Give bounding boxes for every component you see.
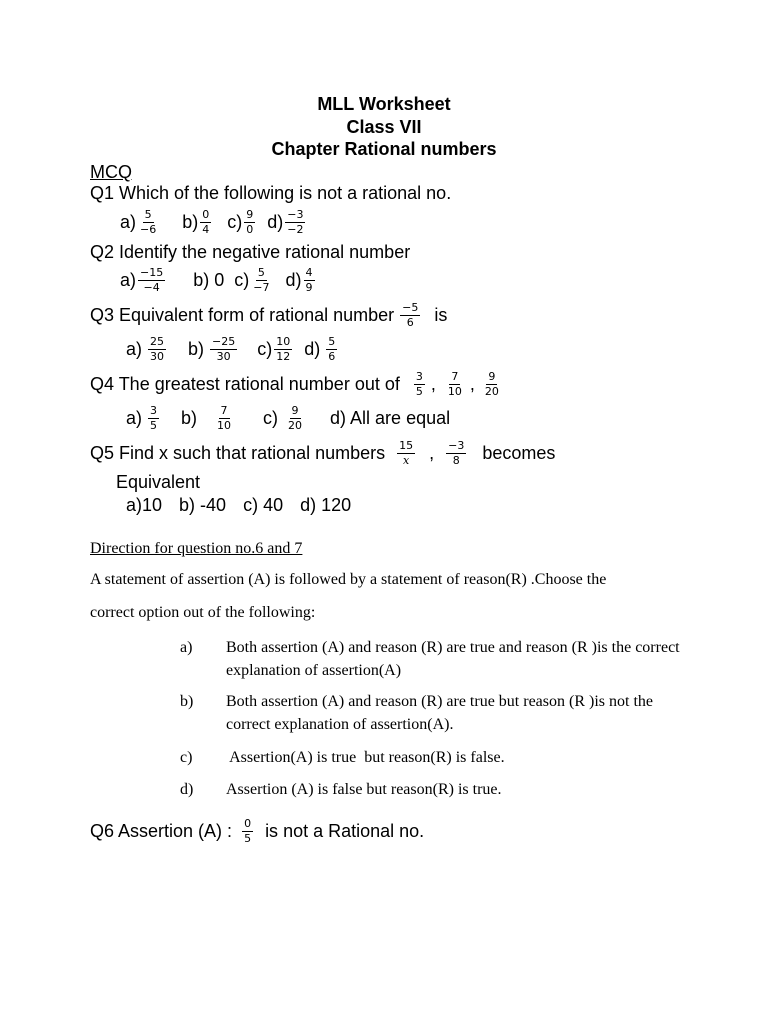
direction-option-c <box>180 746 700 770</box>
option-d: d) $\frac{5}{6}$ <box>304 334 336 363</box>
fraction: $\frac{-5}{6}$ <box>402 300 419 329</box>
option-c: c) $\frac{9}{20}$ <box>263 403 303 432</box>
option-text: Both assertion (A) and reason (R) are true and reason (R )is the correct explanation of assertion(A) <box>226 639 680 679</box>
question-4 <box>90 367 503 401</box>
option-c: c) $\frac{10}{12}$ <box>257 334 291 363</box>
fraction: $\frac{10}{12}$ <box>276 334 291 363</box>
fraction: $\frac{9}{20}$ <box>288 403 303 432</box>
option-c: c) 40 <box>243 495 284 515</box>
question-1: Q1 Which of the following is not a rational no. <box>90 183 452 203</box>
fraction: $\frac{0}{4}$ <box>202 207 210 236</box>
option-text: Both assertion (A) and reason (R) are true but reason (R )is not the correct explanation of assertion(A). <box>226 693 653 733</box>
option-label: b) <box>180 693 194 710</box>
option-d: d) $\frac{4}{9}$ <box>285 265 313 294</box>
fraction: $\frac{-15}{-4}$ <box>140 265 164 294</box>
question-4-options <box>126 402 450 434</box>
question-6 <box>90 814 424 848</box>
comma: , <box>469 373 475 394</box>
option-b: b) $\frac{0}{4}$ <box>182 207 210 236</box>
option-label: d) <box>180 781 194 798</box>
fraction: $\frac{15}{x}$ <box>399 438 414 467</box>
question-5-text: Q5 Find x such that rational numbers <box>90 442 386 463</box>
question-5-options <box>126 495 351 516</box>
question-3-suffix: is <box>434 304 448 325</box>
fraction: $\frac{-3}{-2}$ <box>287 207 304 236</box>
option-b: b) $\frac{7}{10}$ <box>181 403 232 432</box>
fraction: $\frac{7}{10}$ <box>217 403 232 432</box>
fraction: $\frac{5}{-7}$ <box>253 265 270 294</box>
class-title: Class VII <box>346 117 422 137</box>
option-a: a) $\frac{3}{5}$ <box>126 403 158 432</box>
direction-line-2: correct option out of the following: <box>90 604 316 621</box>
direction-option-a <box>180 636 700 684</box>
fraction: $\frac{5}{-6}$ <box>140 207 157 236</box>
comma: , <box>429 442 435 463</box>
option-b: b) $\frac{-25}{30}$ <box>188 334 236 363</box>
fraction: $\frac{9}{20}$ <box>484 369 499 398</box>
direction-heading: Direction for question no.6 and 7 <box>90 540 303 557</box>
question-6-suffix: is not a Rational no. <box>265 820 425 841</box>
question-3-text: Q3 Equivalent form of rational number <box>90 304 395 325</box>
option-c: c) $\frac{5}{-7}$ <box>234 265 270 294</box>
option-a: a)10 <box>126 495 163 515</box>
question-5-suffix: becomes <box>482 442 556 463</box>
option-a: a) $\frac{-15}{-4}$ <box>120 265 164 294</box>
fraction: $\frac{-25}{30}$ <box>212 334 236 363</box>
option-label: c) <box>180 749 193 766</box>
fraction: $\frac{5}{6}$ <box>328 334 336 363</box>
worksheet-title: MLL Worksheet <box>317 94 451 114</box>
question-3 <box>90 298 447 332</box>
option-d: d) All are equal <box>330 407 451 428</box>
option-b: b) 0 <box>193 269 225 290</box>
fraction: $\frac{25}{30}$ <box>150 334 165 363</box>
question-4-text: Q4 The greatest rational number out of <box>90 373 400 394</box>
fraction: $\frac{-3}{8}$ <box>448 438 465 467</box>
option-text: Assertion (A) is false but reason(R) is true. <box>226 781 502 798</box>
direction-option-d <box>180 778 700 802</box>
option-b: b) -40 <box>179 495 227 515</box>
question-6-prefix: Q6 Assertion (A) : <box>90 820 233 841</box>
chapter-title: Chapter Rational numbers <box>271 139 497 159</box>
question-2: Q2 Identify the negative rational number <box>90 242 411 262</box>
option-a: a) $\frac{5}{-6}$ <box>120 207 157 236</box>
fraction: $\frac{7}{10}$ <box>447 369 462 398</box>
fraction: $\frac{3}{5}$ <box>415 369 423 398</box>
option-a: a) $\frac{25}{30}$ <box>126 334 165 363</box>
comma: , <box>430 373 436 394</box>
option-label: a) <box>180 639 193 656</box>
option-c: c) $\frac{9}{0}$ <box>227 207 254 236</box>
question-2-options <box>120 264 317 296</box>
question-5 <box>90 436 555 470</box>
option-d: d) $\frac{-3}{-2}$ <box>267 207 304 236</box>
option-text: Assertion(A) is true but reason(R) is false. <box>226 749 505 766</box>
fraction: $\frac{3}{5}$ <box>150 403 158 432</box>
direction-line-1: A statement of assertion (A) is followed by a statement of reason(R) .Choose the <box>90 571 607 588</box>
direction-option-b <box>180 690 700 738</box>
question-5-continued: Equivalent <box>116 472 201 492</box>
fraction: $\frac{9}{0}$ <box>246 207 254 236</box>
fraction: $\frac{0}{5}$ <box>244 816 252 845</box>
fraction: $\frac{4}{9}$ <box>305 265 313 294</box>
question-1-options <box>120 206 307 238</box>
option-d: d) 120 <box>300 495 352 515</box>
question-3-options <box>126 333 339 365</box>
mcq-heading: MCQ <box>90 162 132 182</box>
